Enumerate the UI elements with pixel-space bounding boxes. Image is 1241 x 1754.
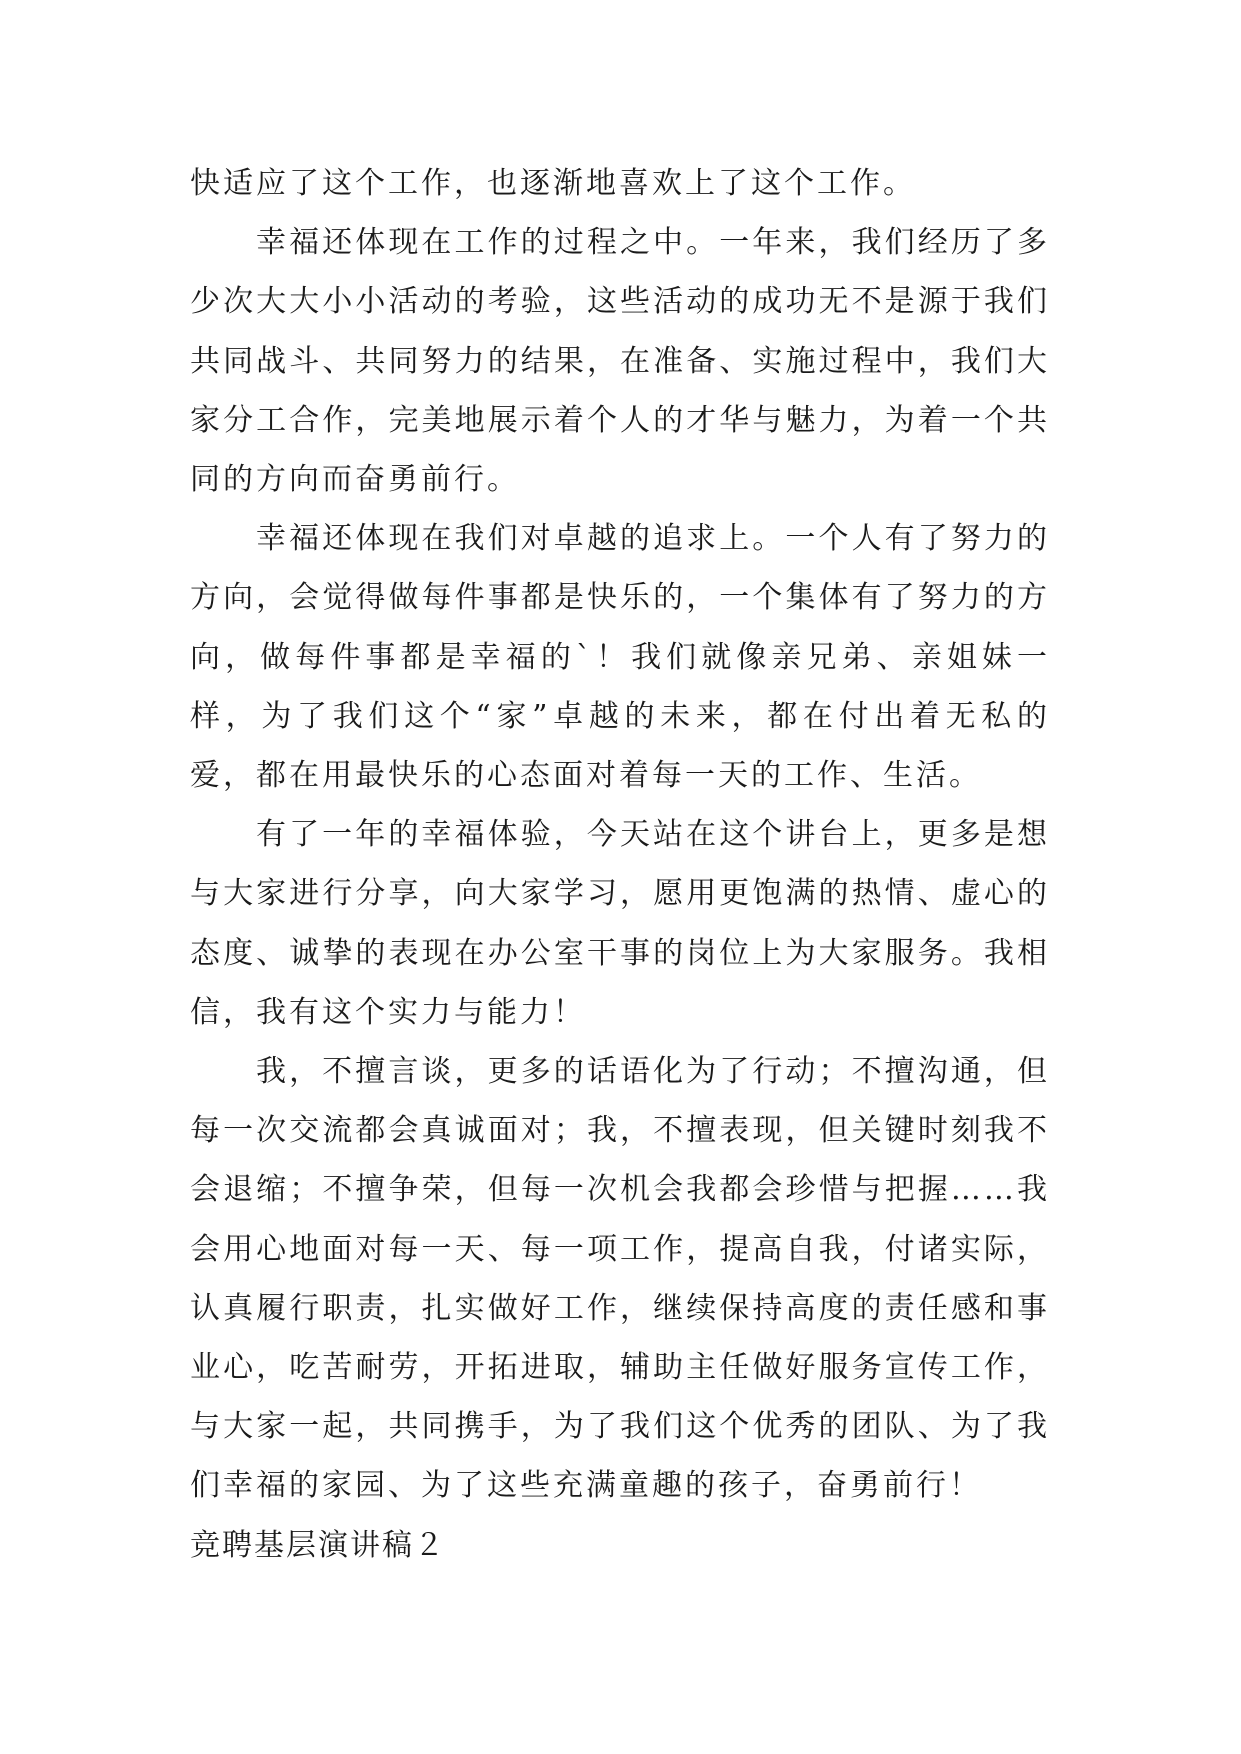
paragraph: 有了一年的幸福体验，今天站在这个讲台上，更多是想与大家进行分享，向大家学习，愿用更饱满的热情、虚心的态度、诚挚的表现在办公室干事的岗位上为大家服务。我相信，我有这个实力与能力！ [190, 817, 1050, 1030]
paragraph: 快适应了这个工作，也逐渐地喜欢上了这个工作。 [190, 166, 916, 201]
paragraph: 我，不擅言谈，更多的话语化为了行动；不擅沟通，但每一次交流都会真诚面对；我，不擅表现，但关键时刻我不会退缩；不擅争荣，但每一次机会我都会珍惜与把握……我会用心地面对每一天、每一项工作，提高自我，付诸实际，认真履行职责，扎实做好工作，继续保持高度的责任感和事业心，吃苦耐劳，开拓进取，辅助主任做好服务宣传工作，与大家一起，共同携手，为了我们这个优秀的团队、为了我们幸福的家园、为了这些充满童趣的孩子，奋勇前行！ [190, 1054, 1050, 1504]
document-body [190, 154, 1050, 1575]
paragraph: 幸福还体现在工作的过程之中。一年来，我们经历了多少次大大小小活动的考验，这些活动的成功无不是源于我们共同战斗、共同努力的结果，在准备、实施过程中，我们大家分工合作，完美地展示着个人的才华与魅力，为着一个共同的方向而奋勇前行。 [190, 225, 1050, 498]
paragraph: 幸福还体现在我们对卓越的追求上。一个人有了努力的方向，会觉得做每件事都是快乐的，一个集体有了努力的方向，做每件事都是幸福的`！我们就像亲兄弟、亲姐妹一样，为了我们这个“家”卓越的未来，都在付出着无私的爱，都在用最快乐的心态面对着每一天的工作、生活。 [190, 521, 1050, 794]
section-heading: 竞聘基层演讲稿２ [190, 1527, 446, 1563]
